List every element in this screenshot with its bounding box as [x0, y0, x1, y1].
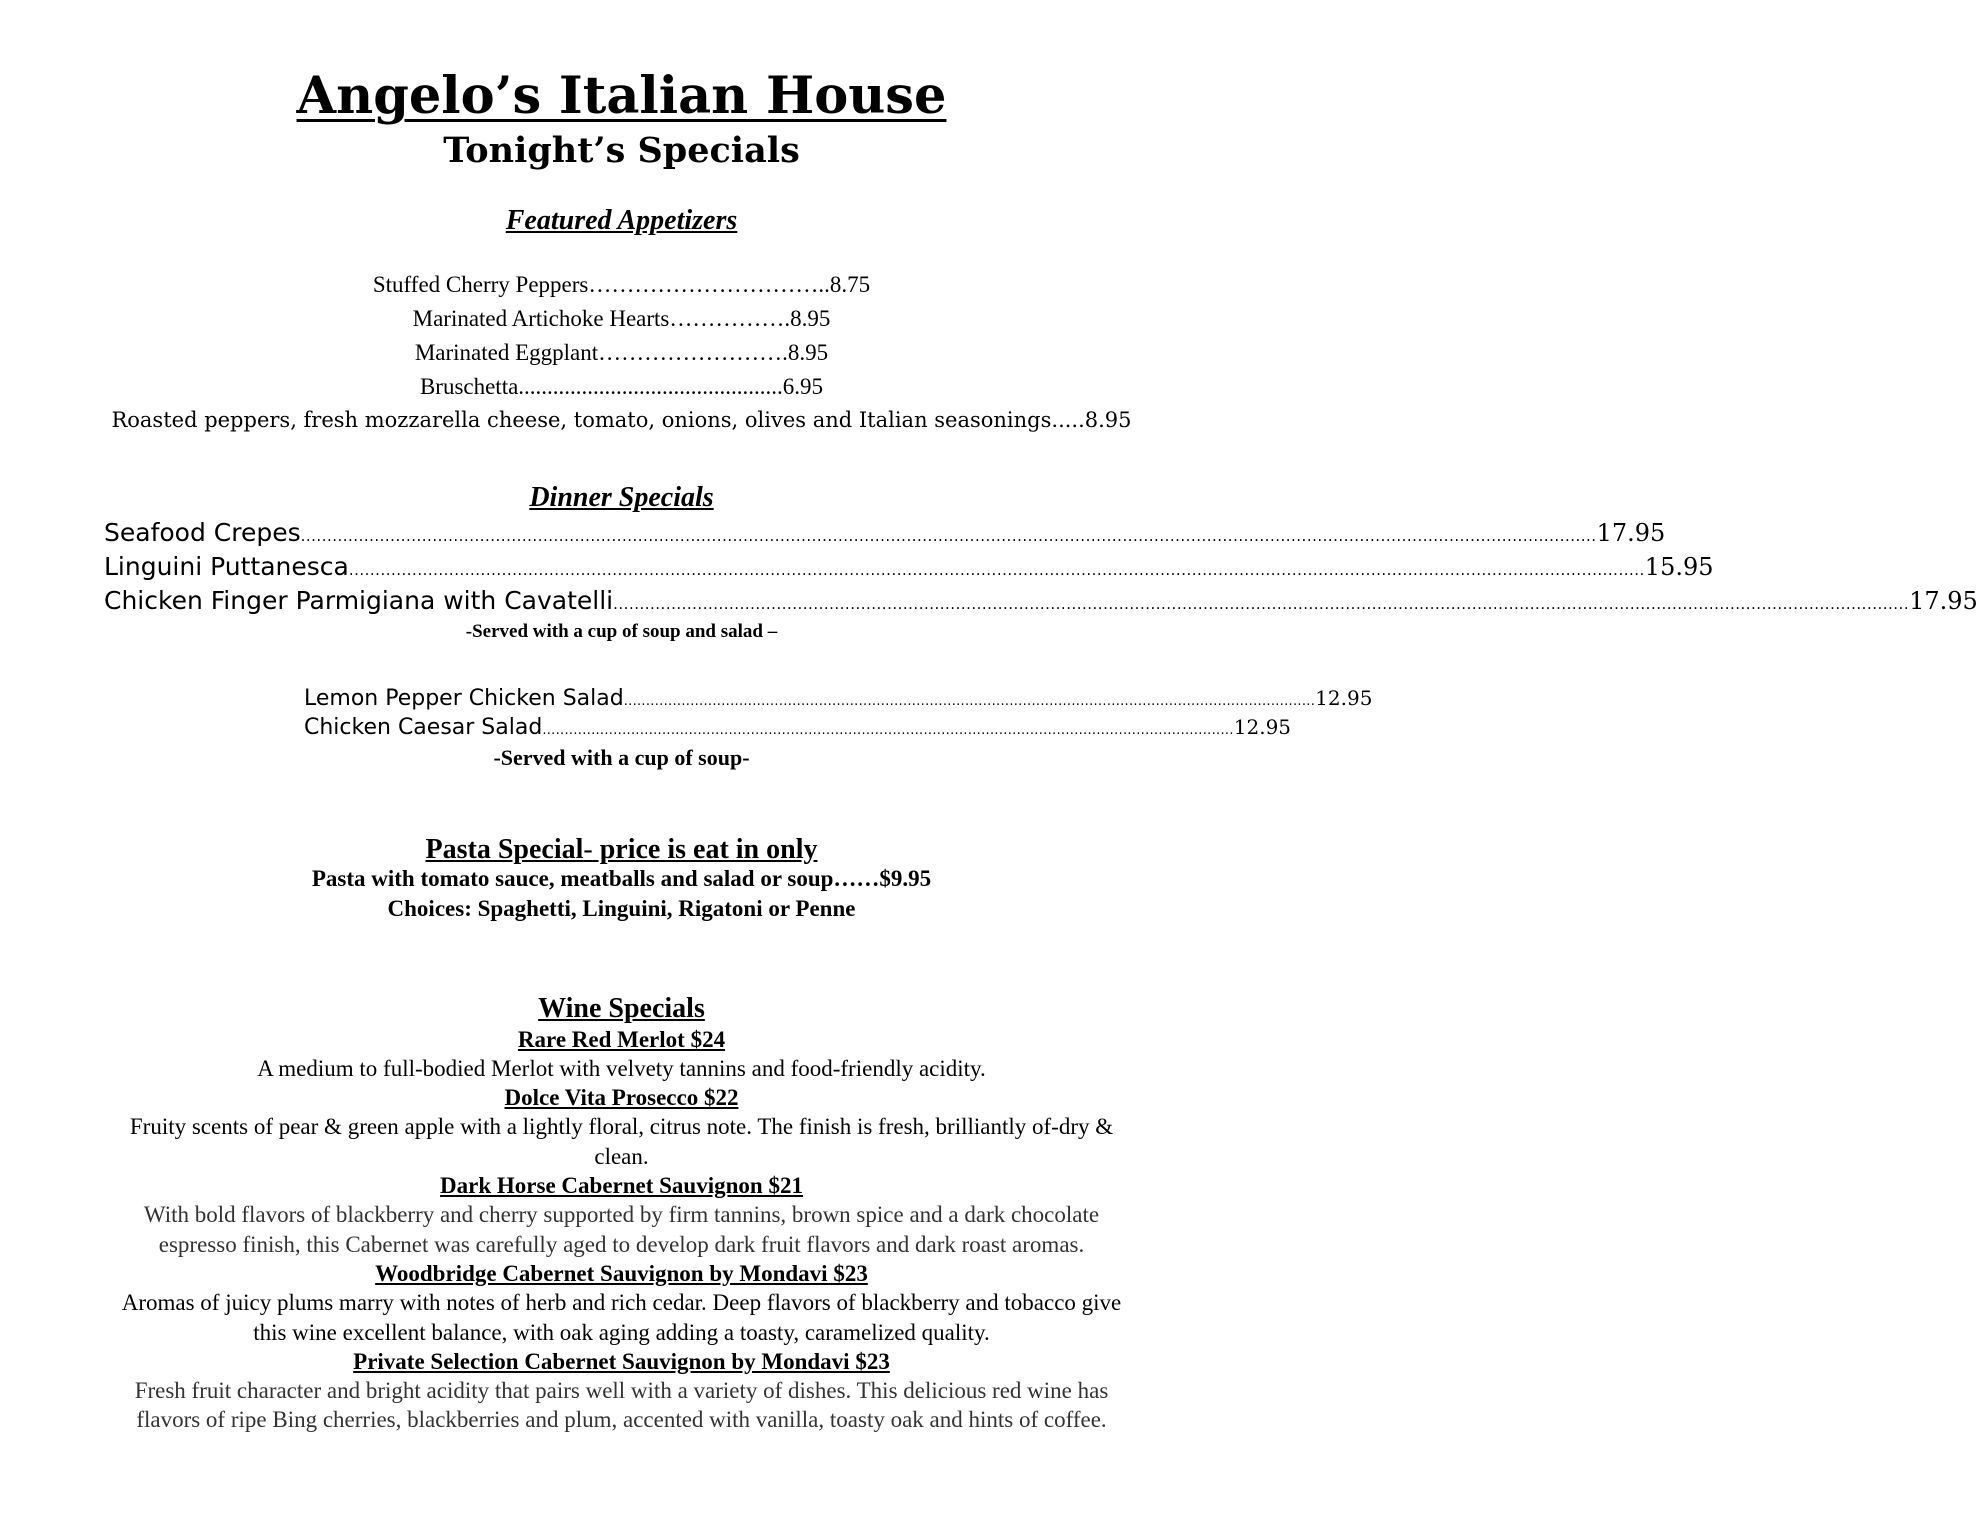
dinner-item [104, 552, 1714, 581]
dinner-item [104, 586, 1978, 615]
wine-name: Woodbridge Cabernet Sauvignon by Mondavi $23 [375, 1261, 868, 1286]
pasta-heading-dash: - [583, 834, 593, 865]
wine-description: With bold flavors of blackberry and cherry supported by firm tannins, brown spice and a dark chocolate [143, 1202, 1100, 1227]
restaurant-title: Angelo’s Italian House [296, 66, 947, 126]
dinner-item-name: Seafood Crepes [104, 518, 301, 547]
dinner-item-name: Chicken Finger Parmigiana with Cavatelli [104, 586, 614, 615]
pasta-heading [0, 834, 1243, 866]
wine-name: Rare Red Merlot $24 [517, 1027, 726, 1052]
pasta-heading-main: Pasta Special [425, 834, 584, 865]
dinner-note: -Served with a cup of soup and salad – [465, 621, 778, 642]
wine-description: Fresh fruit character and bright acidity that pairs well with a variety of dishes. This delicious red wine has [134, 1378, 1109, 1403]
page-subtitle: Tonight’s Specials [443, 130, 800, 171]
appetizers-heading: Featured Appetizers [505, 205, 738, 236]
wine-description: Fruity scents of pear & green apple with a lightly floral, citrus note. The finish is fresh, brilliantly of-dry & [129, 1114, 1114, 1139]
wine-name: Dark Horse Cabernet Sauvignon $21 [440, 1173, 803, 1198]
dinner-item-price: 15.95 [1644, 553, 1714, 581]
leader-dots: ............................................................................................................................................................ [542, 723, 1234, 738]
salad-item [304, 686, 1373, 711]
salad-item-price: 12.95 [1315, 686, 1373, 710]
leader-dots: ...................................................................................................................................................................................................................................................... [613, 595, 1910, 613]
wine-description: flavors of ripe Bing cherries, blackberries and plum, accented with vanilla, toasty oak and hints of coffee. [136, 1407, 1107, 1432]
appetizer-item: Stuffed Cherry Peppers…………………………..8.75 [372, 272, 871, 297]
wine-description: Aromas of juicy plums marry with notes of herb and rich cedar. Deep flavors of blackberry and tobacco give [121, 1290, 1122, 1315]
leader-dots: ............................................................................................................................................................ [623, 694, 1316, 709]
wine-heading: Wine Specials [538, 993, 705, 1024]
leader-dots: ...................................................................................................................................................................................................................................................... [348, 561, 1645, 579]
salad-item-name: Lemon Pepper Chicken Salad [304, 686, 624, 711]
appetizer-item: Roasted peppers, fresh mozzarella cheese, tomato, onions, olives and Italian seasonings.....8.95 [111, 408, 1132, 432]
salad-item-name: Chicken Caesar Salad [304, 715, 543, 740]
leader-dots: ...................................................................................................................................................................................................................................................... [300, 527, 1597, 545]
dinner-item-price: 17.95 [1596, 519, 1666, 547]
dinner-item-name: Linguini Puttanesca [104, 552, 349, 581]
salad-item [304, 715, 1292, 740]
wine-name: Dolce Vita Prosecco $22 [504, 1085, 739, 1110]
dinner-heading: Dinner Specials [529, 482, 714, 513]
wine-name: Private Selection Cabernet Sauvignon by Mondavi $23 [353, 1349, 890, 1374]
wine-description: this wine excellent balance, with oak aging adding a toasty, caramelized quality. [253, 1320, 990, 1345]
pasta-description: Pasta with tomato sauce, meatballs and salad or soup……$9.95 [311, 866, 932, 891]
wine-description: clean. [594, 1144, 649, 1169]
salad-item-price: 12.95 [1233, 715, 1292, 739]
dinner-item-price: 17.95 [1909, 587, 1978, 615]
appetizer-item: Bruschetta..............................................6.95 [419, 374, 824, 399]
dinner-item [104, 518, 1666, 547]
pasta-choices: Choices: Spaghetti, Linguini, Rigatoni or Penne [387, 896, 856, 921]
wine-description: A medium to full-bodied Merlot with velvety tannins and food-friendly acidity. [257, 1056, 986, 1081]
appetizer-item: Marinated Artichoke Hearts…………….8.95 [412, 306, 831, 331]
salad-note: -Served with a cup of soup- [493, 745, 750, 770]
wine-description: espresso finish, this Cabernet was carefully aged to develop dark fruit flavors and dark roast aromas. [158, 1232, 1085, 1257]
pasta-heading-rest: price is eat in only [592, 834, 818, 865]
appetizer-item: Marinated Eggplant…………………….8.95 [414, 340, 829, 365]
